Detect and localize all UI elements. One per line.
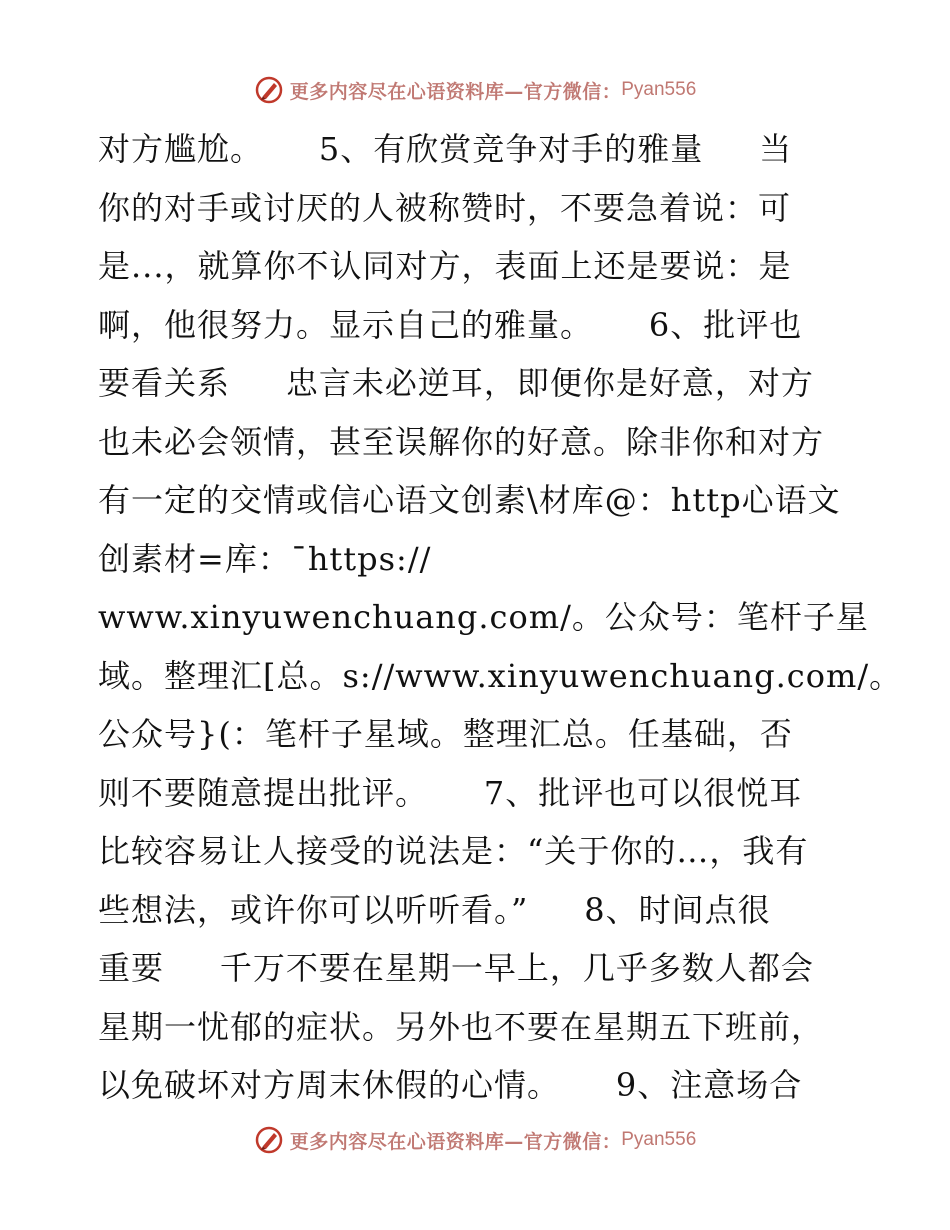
body-line: 些想法，或许你可以听听看。” 8、时间点很 — [98, 890, 771, 929]
body-line: www.xinyuwenchuang.com/。公众号：笔杆子星 — [98, 598, 869, 636]
body-line: 则不要随意提出批评。 7、批评也可以很悦耳 — [98, 773, 803, 812]
footer-banner-text: 更多内容尽在心语资料库—官方微信： — [289, 1130, 622, 1153]
pen-logo-icon — [254, 75, 284, 105]
body-line: 你的对手或讨厌的人被称赞时，不要急着说：可 — [98, 188, 792, 227]
body-line: 也未必会领情，甚至误解你的好意。除非你和对方 — [98, 422, 825, 461]
body-line: 以免破坏对方周末休假的心情。 9、注意场合 — [98, 1066, 803, 1104]
header-banner-text: 更多内容尽在心语资料库—官方微信： — [289, 80, 622, 103]
pen-logo-icon — [254, 1125, 284, 1155]
footer-banner-wechat-id: Pyan556 — [621, 1129, 697, 1150]
body-line: 有一定的交情或信心语文创素\材库@：http心语文 — [98, 481, 841, 519]
body-line: 啊，他很努力。显示自己的雅量。 6、批评也 — [98, 305, 803, 344]
body-line: 重要 千万不要在星期一早上，几乎多数人都会 — [98, 949, 814, 987]
body-line: 要看关系 忠言未必逆耳，即便你是好意，对方 — [98, 364, 814, 402]
body-line: 星期一忧郁的症状。另外也不要在星期五下班前， — [98, 1007, 825, 1046]
header-banner — [0, 70, 950, 110]
body-line: 公众号}(：笔杆子星域。整理汇总。任基础，否 — [98, 715, 793, 753]
document-body — [98, 120, 903, 1115]
body-line: 对方尴尬。 5、有欣赏竞争对手的雅量 当 — [98, 130, 793, 168]
body-line: 创素材=库：¯https:// — [98, 539, 432, 578]
body-line: 是...，就算你不认同对方，表面上还是要说：是 — [98, 247, 792, 285]
body-line: 域。整理汇[总。s://www.xinyuwenchuang.com/。 — [98, 656, 903, 695]
footer-banner — [0, 1120, 950, 1160]
body-line: 比较容易让人接受的说法是：“关于你的…，我有 — [98, 832, 809, 870]
header-banner-wechat-id: Pyan556 — [621, 79, 697, 100]
